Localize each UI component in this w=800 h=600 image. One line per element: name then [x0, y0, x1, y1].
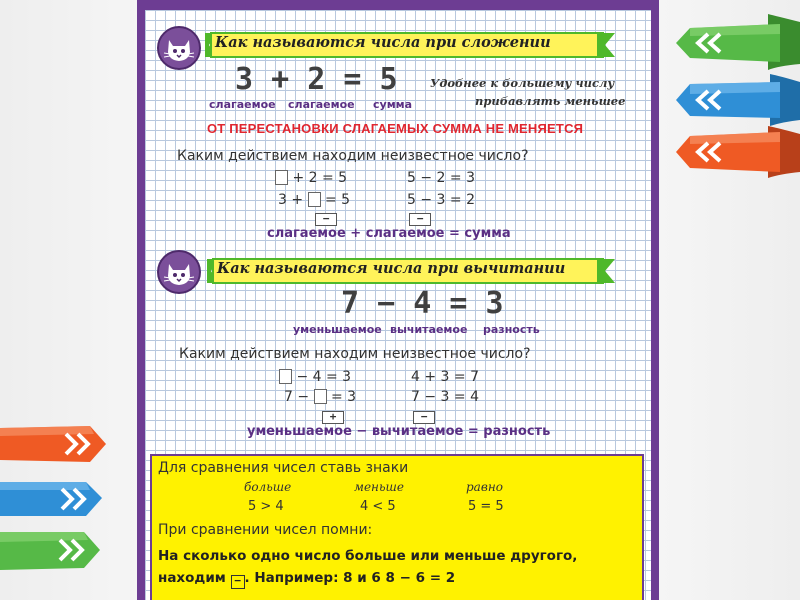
subtraction-op-right: − [413, 411, 435, 424]
ribbon-right-orange [668, 122, 800, 182]
subtraction-equation: 7 − 4 = 3 [341, 286, 504, 321]
subtraction-eq-2-prefix: 7 − [284, 389, 310, 405]
commutative-rule: ОТ ПЕРЕСТАНОВКИ СЛАГАЕМЫХ СУММА НЕ МЕНЯЕТСЯ [207, 121, 584, 136]
comparison-label-equal: равно [466, 480, 503, 494]
addition-term-2: слагаемое [288, 98, 355, 111]
addition-op-right: − [409, 213, 431, 226]
addition-banner [205, 31, 615, 57]
math-poster [137, 0, 659, 600]
addition-tip-line2: прибавлять меньшее [475, 94, 626, 108]
comparison-rule-line2-start: находим [158, 570, 226, 586]
addition-term-1: слагаемое [209, 98, 276, 111]
addition-eq-2-prefix: 3 + [278, 192, 304, 208]
subtraction-op-left: + [322, 411, 344, 424]
subtraction-term-3: разность [483, 323, 540, 336]
addition-eq-3: 5 − 2 = 3 [407, 170, 475, 186]
subtraction-eq-4: 7 − 3 = 4 [411, 389, 479, 405]
comparison-rule-line1: На сколько одно число больше или меньше другого, [158, 548, 578, 564]
minus-box: − [231, 575, 245, 589]
addition-op-left: − [315, 213, 337, 226]
subtraction-banner-title: Как называются числа при вычитании [217, 260, 566, 277]
comparison-example-equal: 5 = 5 [468, 499, 504, 514]
unknown-box [279, 369, 292, 384]
comparison-label-less: меньше [354, 480, 404, 494]
comparison-remember: При сравнении чисел помни: [158, 522, 373, 538]
cat-face-icon [157, 26, 201, 70]
unknown-box [308, 192, 321, 207]
subtraction-term-2: вычитаемое [390, 323, 468, 336]
subtraction-term-1: уменьшаемое [293, 323, 382, 336]
addition-term-3: сумма [373, 98, 413, 111]
comparison-title: Для сравнения чисел ставь знаки [158, 460, 409, 476]
subtraction-formula: уменьшаемое − вычитаемое = разность [247, 424, 551, 439]
unknown-box [314, 389, 327, 404]
addition-eq-1-text: + 2 = 5 [292, 170, 348, 186]
subtraction-eq-1-text: − 4 = 3 [296, 369, 352, 385]
subtraction-eq-2-text: = 3 [331, 389, 357, 405]
ribbon-left-blue [0, 476, 110, 524]
subtraction-eq-3: 4 + 3 = 7 [411, 369, 479, 385]
grid-board [145, 10, 651, 600]
cat-face-icon [157, 250, 201, 294]
subtraction-eq-1 [279, 369, 351, 385]
ribbon-right-green [668, 14, 800, 70]
subtraction-question: Каким действием находим неизвестное число? [179, 346, 531, 362]
comparison-rule-line2 [158, 570, 455, 589]
comparison-example-less: 4 < 5 [360, 499, 396, 514]
ribbon-right-blue [670, 72, 800, 128]
comparison-label-greater: больше [244, 480, 292, 494]
addition-banner-title: Как называются числа при сложении [215, 34, 551, 51]
addition-eq-1 [275, 170, 347, 186]
addition-formula: слагаемое + слагаемое = сумма [267, 226, 511, 241]
addition-equation: 3 + 2 = 5 [235, 62, 398, 97]
addition-tip-line1: Удобнее к большему числу [430, 76, 615, 90]
subtraction-banner [207, 257, 615, 283]
ribbon-left-green [0, 524, 110, 580]
comparison-rule-line2-end: . Например: 8 и 6 8 − 6 = 2 [244, 570, 456, 586]
addition-eq-4: 5 − 3 = 2 [407, 192, 475, 208]
ribbon-left-orange [0, 420, 110, 470]
addition-eq-2 [278, 192, 350, 208]
addition-question: Каким действием находим неизвестное число? [177, 148, 529, 164]
comparison-example-greater: 5 > 4 [248, 499, 284, 514]
subtraction-eq-2 [284, 389, 356, 405]
addition-eq-2-text: = 5 [325, 192, 351, 208]
unknown-box [275, 170, 288, 185]
comparison-panel [150, 454, 644, 600]
